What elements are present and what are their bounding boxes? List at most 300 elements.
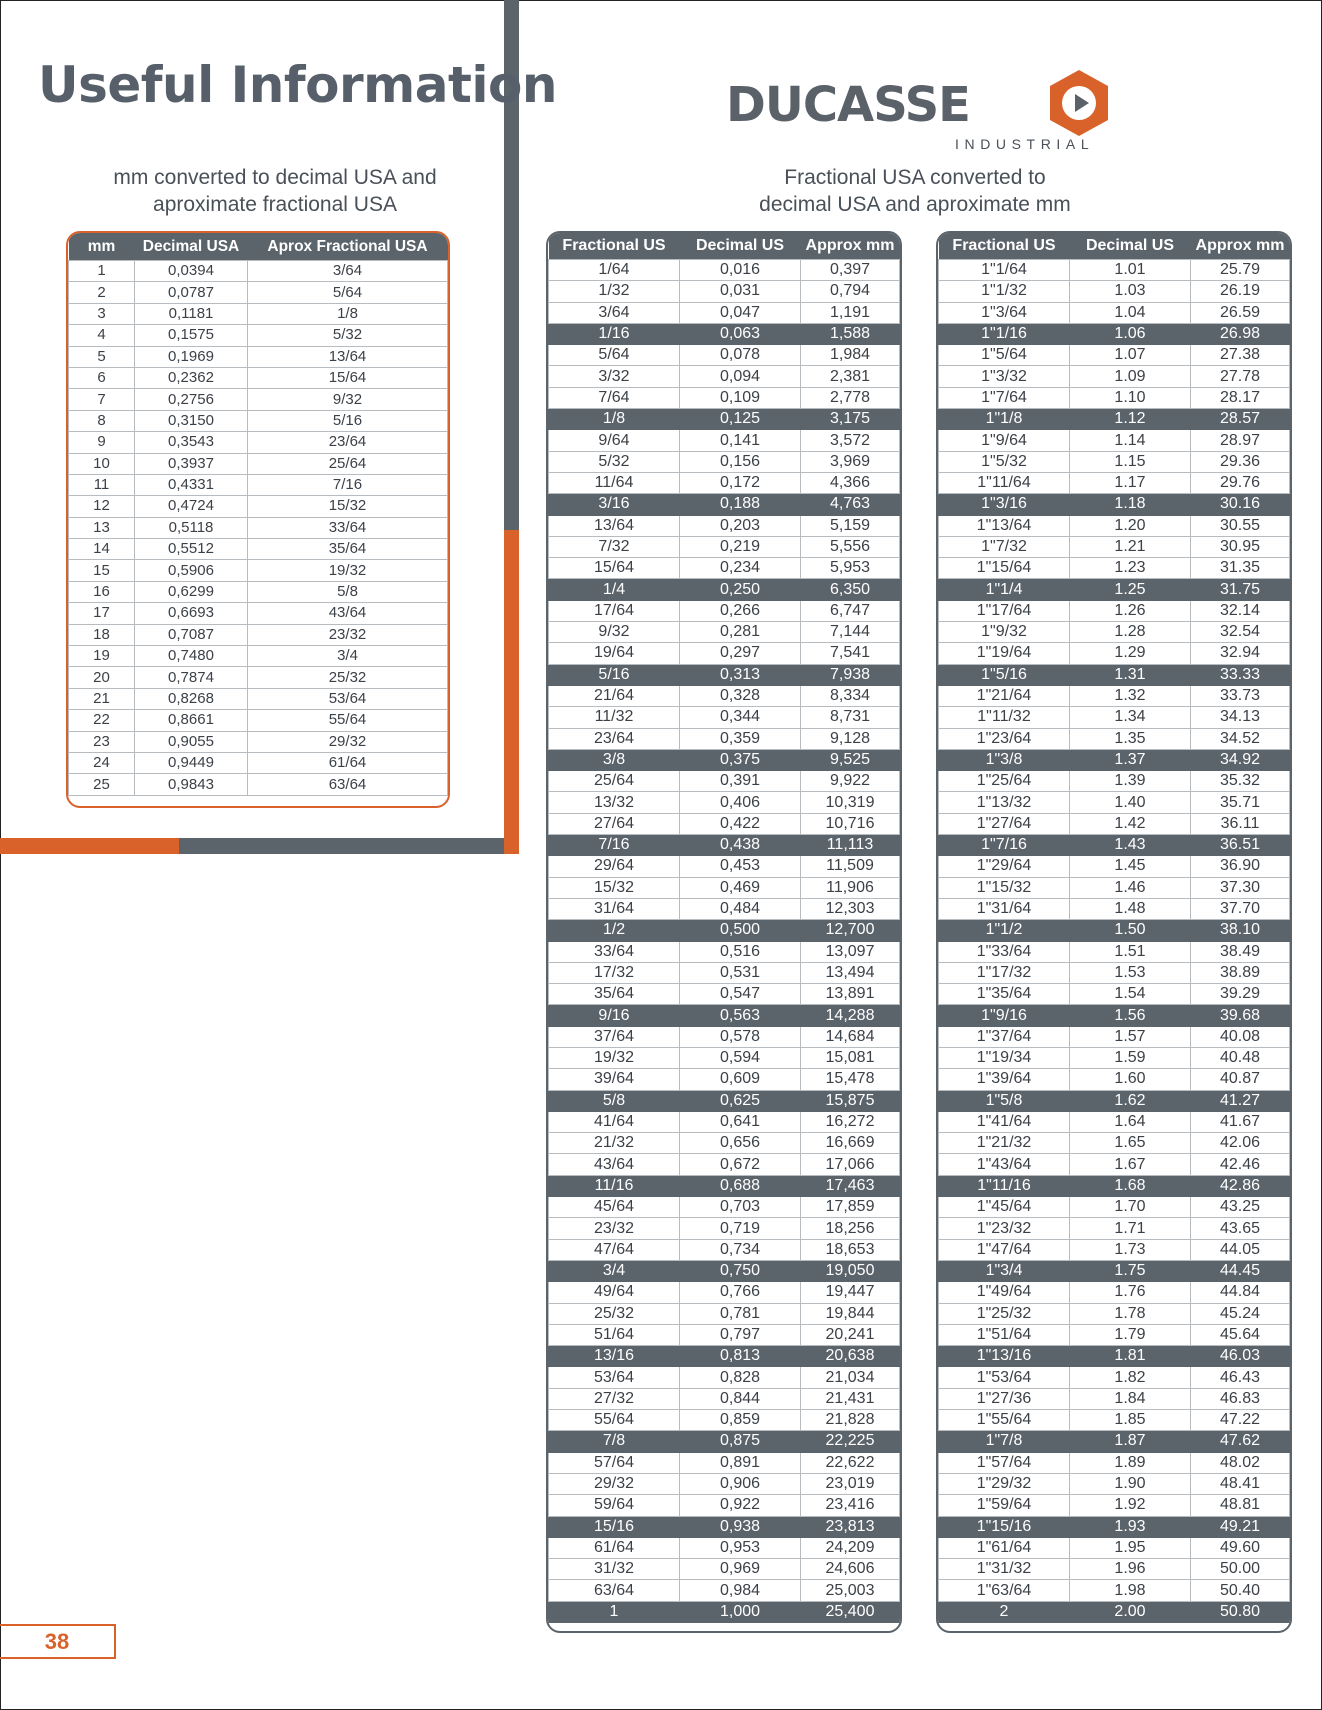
table-cell: 0,078	[680, 345, 801, 366]
table-cell: 46.83	[1191, 1388, 1290, 1409]
table-cell: 7	[69, 389, 135, 410]
table-cell: 55/64	[248, 710, 448, 731]
table-cell: 35.32	[1191, 771, 1290, 792]
table-cell: 1"21/64	[939, 685, 1070, 706]
fractional-table-1-2	[936, 231, 1292, 1633]
table-row	[69, 560, 448, 581]
table-cell: 7,541	[801, 643, 900, 664]
table-row	[939, 430, 1290, 451]
table-cell: 1"11/64	[939, 472, 1070, 493]
table-cell: 8	[69, 410, 135, 431]
table-cell: 1"35/64	[939, 984, 1070, 1005]
table-cell: 7,144	[801, 622, 900, 643]
table-row	[69, 346, 448, 367]
col-header-aprox-fractional: Aprox Fractional USA	[248, 233, 448, 261]
mm-table-body	[69, 261, 448, 796]
table-row	[69, 646, 448, 667]
table-cell: 1/8	[248, 303, 448, 324]
table-cell: 55/64	[549, 1410, 680, 1431]
table-cell: 5/64	[248, 282, 448, 303]
table-row	[939, 1197, 1290, 1218]
table-cell: 23/64	[248, 432, 448, 453]
table-cell: 0,625	[680, 1090, 801, 1111]
table-cell: 27.78	[1191, 366, 1290, 387]
table-row	[549, 1452, 900, 1473]
mm-conversion-table	[66, 231, 450, 808]
table-row	[549, 515, 900, 536]
table-cell: 3,175	[801, 409, 900, 430]
table-cell: 15/64	[248, 367, 448, 388]
table-cell: 0,719	[680, 1218, 801, 1239]
fractional-table-0-1-body	[549, 260, 900, 1623]
table-row	[549, 1197, 900, 1218]
table-cell: 0,297	[680, 643, 801, 664]
horizontal-bar-orange	[0, 838, 179, 854]
table-cell: 1"51/64	[939, 1324, 1070, 1345]
table-cell: 1.10	[1070, 387, 1191, 408]
table-cell: 1.23	[1070, 558, 1191, 579]
table-row	[549, 643, 900, 664]
table-cell: 6	[69, 367, 135, 388]
table-cell: 30.95	[1191, 536, 1290, 557]
table-cell: 0,172	[680, 472, 801, 493]
table-cell: 15	[69, 560, 135, 581]
table-row	[549, 1111, 900, 1132]
table-row	[549, 1324, 900, 1345]
table-cell: 1/16	[549, 323, 680, 344]
table-row	[939, 941, 1290, 962]
table-cell: 0,794	[801, 281, 900, 302]
table-row	[549, 579, 900, 600]
table-cell: 23,813	[801, 1516, 900, 1537]
table-cell: 0,234	[680, 558, 801, 579]
table-cell: 39/64	[549, 1069, 680, 1090]
table-cell: 1"33/64	[939, 941, 1070, 962]
table-cell: 1"21/32	[939, 1133, 1070, 1154]
table-cell: 19,050	[801, 1260, 900, 1281]
table-cell: 1.25	[1070, 579, 1191, 600]
table-cell: 0,1181	[135, 303, 248, 324]
table-cell: 5/8	[549, 1090, 680, 1111]
table-cell: 23	[69, 731, 135, 752]
table-cell: 1"3/64	[939, 302, 1070, 323]
table-cell: 30.16	[1191, 494, 1290, 515]
table-row	[69, 496, 448, 517]
table-cell: 14	[69, 539, 135, 560]
table-cell: 15/32	[549, 877, 680, 898]
table-cell: 0,406	[680, 792, 801, 813]
table-row	[939, 1495, 1290, 1516]
table-cell: 1.98	[1070, 1580, 1191, 1601]
table-cell: 0,641	[680, 1111, 801, 1132]
table-cell: 0,9449	[135, 752, 248, 773]
table-row	[549, 813, 900, 834]
table-cell: 0,047	[680, 302, 801, 323]
table-cell: 11/64	[549, 472, 680, 493]
table-row	[549, 941, 900, 962]
table-cell: 1"5/8	[939, 1090, 1070, 1111]
table-cell: 1.50	[1070, 920, 1191, 941]
table-row	[549, 1431, 900, 1452]
table-cell: 1.68	[1070, 1175, 1191, 1196]
table-row	[939, 792, 1290, 813]
table-cell: 1"29/64	[939, 856, 1070, 877]
table-cell: 0,8661	[135, 710, 248, 731]
table-cell: 1"43/64	[939, 1154, 1070, 1175]
table-cell: 44.05	[1191, 1239, 1290, 1260]
table-cell: 1"5/32	[939, 451, 1070, 472]
table-cell: 23/32	[248, 624, 448, 645]
table-cell: 21,431	[801, 1388, 900, 1409]
table-cell: 1.46	[1070, 877, 1191, 898]
table-row	[69, 517, 448, 538]
table-cell: 20,241	[801, 1324, 900, 1345]
table-cell: 13,494	[801, 962, 900, 983]
table-cell: 4,366	[801, 472, 900, 493]
table-row	[939, 771, 1290, 792]
table-row	[549, 898, 900, 919]
table-row	[939, 1111, 1290, 1132]
table-cell: 40.87	[1191, 1069, 1290, 1090]
table-row	[69, 389, 448, 410]
table-row	[549, 1303, 900, 1324]
table-cell: 1"7/8	[939, 1431, 1070, 1452]
table-cell: 1"1/64	[939, 260, 1070, 281]
table-row	[939, 1239, 1290, 1260]
table-cell: 2	[69, 282, 135, 303]
table-cell: 17/32	[549, 962, 680, 983]
table-cell: 1"23/64	[939, 728, 1070, 749]
table-row	[939, 1282, 1290, 1303]
table-cell: 1.34	[1070, 707, 1191, 728]
table-cell: 15,081	[801, 1047, 900, 1068]
table-cell: 24,606	[801, 1559, 900, 1580]
page-title: Useful Information	[38, 56, 557, 114]
table-header-row	[69, 233, 448, 261]
table-cell: 31.75	[1191, 579, 1290, 600]
table-cell: 48.81	[1191, 1495, 1290, 1516]
table-cell: 46.43	[1191, 1367, 1290, 1388]
table-cell: 1.31	[1070, 664, 1191, 685]
table-cell: 23,019	[801, 1473, 900, 1494]
table-cell: 0,500	[680, 920, 801, 941]
table-cell: 50.00	[1191, 1559, 1290, 1580]
table-cell: 6,350	[801, 579, 900, 600]
table-cell: 20,638	[801, 1346, 900, 1367]
table-cell: 11	[69, 474, 135, 495]
table-cell: 0,094	[680, 366, 801, 387]
table-cell: 17	[69, 603, 135, 624]
table-cell: 44.84	[1191, 1282, 1290, 1303]
table-row	[549, 281, 900, 302]
table-cell: 5/32	[549, 451, 680, 472]
col-header-approx-mm: Approx mm	[1191, 233, 1290, 260]
table-cell: 13,891	[801, 984, 900, 1005]
table-cell: 0,203	[680, 515, 801, 536]
table-cell: 7/8	[549, 1431, 680, 1452]
table-cell: 42.06	[1191, 1133, 1290, 1154]
table-cell: 25/64	[549, 771, 680, 792]
table-cell: 1"9/64	[939, 430, 1070, 451]
table-cell: 1.32	[1070, 685, 1191, 706]
table-row	[939, 813, 1290, 834]
table-cell: 1.62	[1070, 1090, 1191, 1111]
table-row	[549, 1260, 900, 1281]
table-cell: 9,128	[801, 728, 900, 749]
table-row	[549, 877, 900, 898]
table-row	[939, 1601, 1290, 1622]
table-row	[69, 325, 448, 346]
table-cell: 25/32	[248, 667, 448, 688]
table-row	[939, 984, 1290, 1005]
table-cell: 0,938	[680, 1516, 801, 1537]
table-row	[549, 430, 900, 451]
table-cell: 0,766	[680, 1282, 801, 1303]
table-cell: 0,563	[680, 1005, 801, 1026]
table-row	[549, 622, 900, 643]
table-cell: 1.84	[1070, 1388, 1191, 1409]
table-cell: 1,000	[680, 1601, 801, 1622]
table-cell: 1/32	[549, 281, 680, 302]
table-cell: 0,3543	[135, 432, 248, 453]
table-row	[549, 1601, 900, 1622]
table-row	[939, 387, 1290, 408]
table-row	[939, 1047, 1290, 1068]
table-cell: 1"23/32	[939, 1218, 1070, 1239]
table-cell: 48.41	[1191, 1473, 1290, 1494]
table-cell: 0,5512	[135, 539, 248, 560]
table-row	[939, 1346, 1290, 1367]
table-row	[69, 453, 448, 474]
table-cell: 0,266	[680, 600, 801, 621]
table-cell: 26.19	[1191, 281, 1290, 302]
table-cell: 1"27/36	[939, 1388, 1070, 1409]
table-cell: 0,422	[680, 813, 801, 834]
table-cell: 1"1/8	[939, 409, 1070, 430]
table-cell: 0,953	[680, 1537, 801, 1558]
table-cell: 41.27	[1191, 1090, 1290, 1111]
table-cell: 39.29	[1191, 984, 1290, 1005]
table-cell: 0,7480	[135, 646, 248, 667]
table-cell: 1.43	[1070, 835, 1191, 856]
table-cell: 4,763	[801, 494, 900, 515]
table-row	[939, 1026, 1290, 1047]
table-cell: 18,653	[801, 1239, 900, 1260]
logo-play-icon	[1044, 68, 1114, 138]
table-row	[549, 1047, 900, 1068]
col-header-decimal-usa: Decimal USA	[135, 233, 248, 261]
table-cell: 0,6299	[135, 581, 248, 602]
table-cell: 1"5/16	[939, 664, 1070, 685]
table-cell: 10,319	[801, 792, 900, 813]
table-row	[939, 622, 1290, 643]
table-row	[939, 260, 1290, 281]
table-cell: 34.52	[1191, 728, 1290, 749]
table-row	[69, 581, 448, 602]
table-cell: 31/32	[549, 1559, 680, 1580]
table-cell: 0,656	[680, 1133, 801, 1154]
table-cell: 1"29/32	[939, 1473, 1070, 1494]
table-cell: 1.95	[1070, 1537, 1191, 1558]
table-cell: 1.82	[1070, 1367, 1191, 1388]
table-cell: 50.40	[1191, 1580, 1290, 1601]
table-row	[549, 1495, 900, 1516]
table-row	[939, 877, 1290, 898]
table-cell: 1"15/16	[939, 1516, 1070, 1537]
table-cell: 29/32	[549, 1473, 680, 1494]
table-cell: 1.39	[1070, 771, 1191, 792]
table-cell: 21,828	[801, 1410, 900, 1431]
table-cell: 23/64	[549, 728, 680, 749]
table-cell: 1.73	[1070, 1239, 1191, 1260]
table-cell: 2,381	[801, 366, 900, 387]
table-cell: 7/16	[549, 835, 680, 856]
table-cell: 40.48	[1191, 1047, 1290, 1068]
table-row	[549, 472, 900, 493]
table-cell: 7/32	[549, 536, 680, 557]
right-subtitle-line1: Fractional USA converted to	[784, 166, 1046, 189]
table-cell: 15,478	[801, 1069, 900, 1090]
table-cell: 0,891	[680, 1452, 801, 1473]
table-row	[549, 1154, 900, 1175]
fractional-table-1-2-body	[939, 260, 1290, 1623]
table-row	[939, 409, 1290, 430]
table-cell: 19,844	[801, 1303, 900, 1324]
table-cell: 1"31/64	[939, 898, 1070, 919]
table-row	[69, 539, 448, 560]
table-cell: 9/32	[248, 389, 448, 410]
table-row	[69, 261, 448, 282]
table-row	[939, 1324, 1290, 1345]
table-row	[939, 1175, 1290, 1196]
table-cell: 1.85	[1070, 1410, 1191, 1431]
table-row	[939, 856, 1290, 877]
table-cell: 1,588	[801, 323, 900, 344]
table-cell: 3/4	[549, 1260, 680, 1281]
table-row	[549, 1239, 900, 1260]
table-row	[549, 728, 900, 749]
table-cell: 18	[69, 624, 135, 645]
table-cell: 13/64	[549, 515, 680, 536]
table-row	[549, 366, 900, 387]
table-cell: 5/32	[248, 325, 448, 346]
table-cell: 1/8	[549, 409, 680, 430]
table-cell: 1"45/64	[939, 1197, 1070, 1218]
table-cell: 19,447	[801, 1282, 900, 1303]
table-cell: 17,066	[801, 1154, 900, 1175]
table-cell: 41/64	[549, 1111, 680, 1132]
left-section-subtitle	[60, 164, 490, 218]
table-cell: 1.53	[1070, 962, 1191, 983]
table-cell: 0,156	[680, 451, 801, 472]
table-row	[939, 323, 1290, 344]
table-row	[939, 643, 1290, 664]
col-header-fractional-us: Fractional US	[549, 233, 680, 260]
table-cell: 1"17/64	[939, 600, 1070, 621]
table-cell: 0,750	[680, 1260, 801, 1281]
table-cell: 16	[69, 581, 135, 602]
table-cell: 1"3/8	[939, 749, 1070, 770]
table-row	[549, 323, 900, 344]
table-cell: 21/32	[549, 1133, 680, 1154]
table-cell: 1.06	[1070, 323, 1191, 344]
table-cell: 26.59	[1191, 302, 1290, 323]
table-cell: 32.14	[1191, 600, 1290, 621]
table-cell: 1/4	[549, 579, 680, 600]
table-cell: 61/64	[549, 1537, 680, 1558]
table-cell: 35/64	[248, 539, 448, 560]
table-cell: 1.89	[1070, 1452, 1191, 1473]
table-cell: 1.60	[1070, 1069, 1191, 1090]
table-cell: 0,250	[680, 579, 801, 600]
table-cell: 1"1/32	[939, 281, 1070, 302]
table-cell: 3	[69, 303, 135, 324]
table-cell: 53/64	[549, 1367, 680, 1388]
table-cell: 1"7/64	[939, 387, 1070, 408]
table-cell: 1.57	[1070, 1026, 1191, 1047]
table-cell: 21/64	[549, 685, 680, 706]
table-row	[939, 1367, 1290, 1388]
table-cell: 1.75	[1070, 1260, 1191, 1281]
table-cell: 1.40	[1070, 792, 1191, 813]
table-cell: 29.76	[1191, 472, 1290, 493]
table-row	[939, 1090, 1290, 1111]
table-cell: 33/64	[549, 941, 680, 962]
table-cell: 0,703	[680, 1197, 801, 1218]
table-cell: 0,1575	[135, 325, 248, 346]
table-row	[549, 1410, 900, 1431]
table-cell: 0,359	[680, 728, 801, 749]
table-row	[939, 749, 1290, 770]
table-row	[549, 1537, 900, 1558]
table-cell: 47.22	[1191, 1410, 1290, 1431]
table-cell: 1"13/64	[939, 515, 1070, 536]
table-row	[939, 685, 1290, 706]
table-cell: 19/32	[248, 560, 448, 581]
table-row	[939, 664, 1290, 685]
col-header-decimal-us: Decimal US	[1070, 233, 1191, 260]
table-cell: 3,969	[801, 451, 900, 472]
table-cell: 1.07	[1070, 345, 1191, 366]
table-cell: 29.36	[1191, 451, 1290, 472]
table-cell: 25,003	[801, 1580, 900, 1601]
table-cell: 25/32	[549, 1303, 680, 1324]
table-cell: 1.21	[1070, 536, 1191, 557]
table-cell: 30.55	[1191, 515, 1290, 536]
table-cell: 53/64	[248, 688, 448, 709]
table-cell: 32.54	[1191, 622, 1290, 643]
page-number: 38	[0, 1624, 116, 1659]
table-cell: 0,484	[680, 898, 801, 919]
table-cell: 0,7087	[135, 624, 248, 645]
table-row	[939, 1154, 1290, 1175]
table-cell: 33.73	[1191, 685, 1290, 706]
ducasse-logo	[726, 66, 1118, 158]
table-cell: 5	[69, 346, 135, 367]
table-cell: 43.65	[1191, 1218, 1290, 1239]
table-cell: 5/16	[549, 664, 680, 685]
table-cell: 50.80	[1191, 1601, 1290, 1622]
table-cell: 0,141	[680, 430, 801, 451]
table-row	[549, 1133, 900, 1154]
table-cell: 13/32	[549, 792, 680, 813]
table-cell: 22	[69, 710, 135, 731]
table-cell: 1.92	[1070, 1495, 1191, 1516]
table-cell: 46.03	[1191, 1346, 1290, 1367]
table-cell: 0,3150	[135, 410, 248, 431]
table-cell: 11,113	[801, 835, 900, 856]
table-row	[549, 1218, 900, 1239]
